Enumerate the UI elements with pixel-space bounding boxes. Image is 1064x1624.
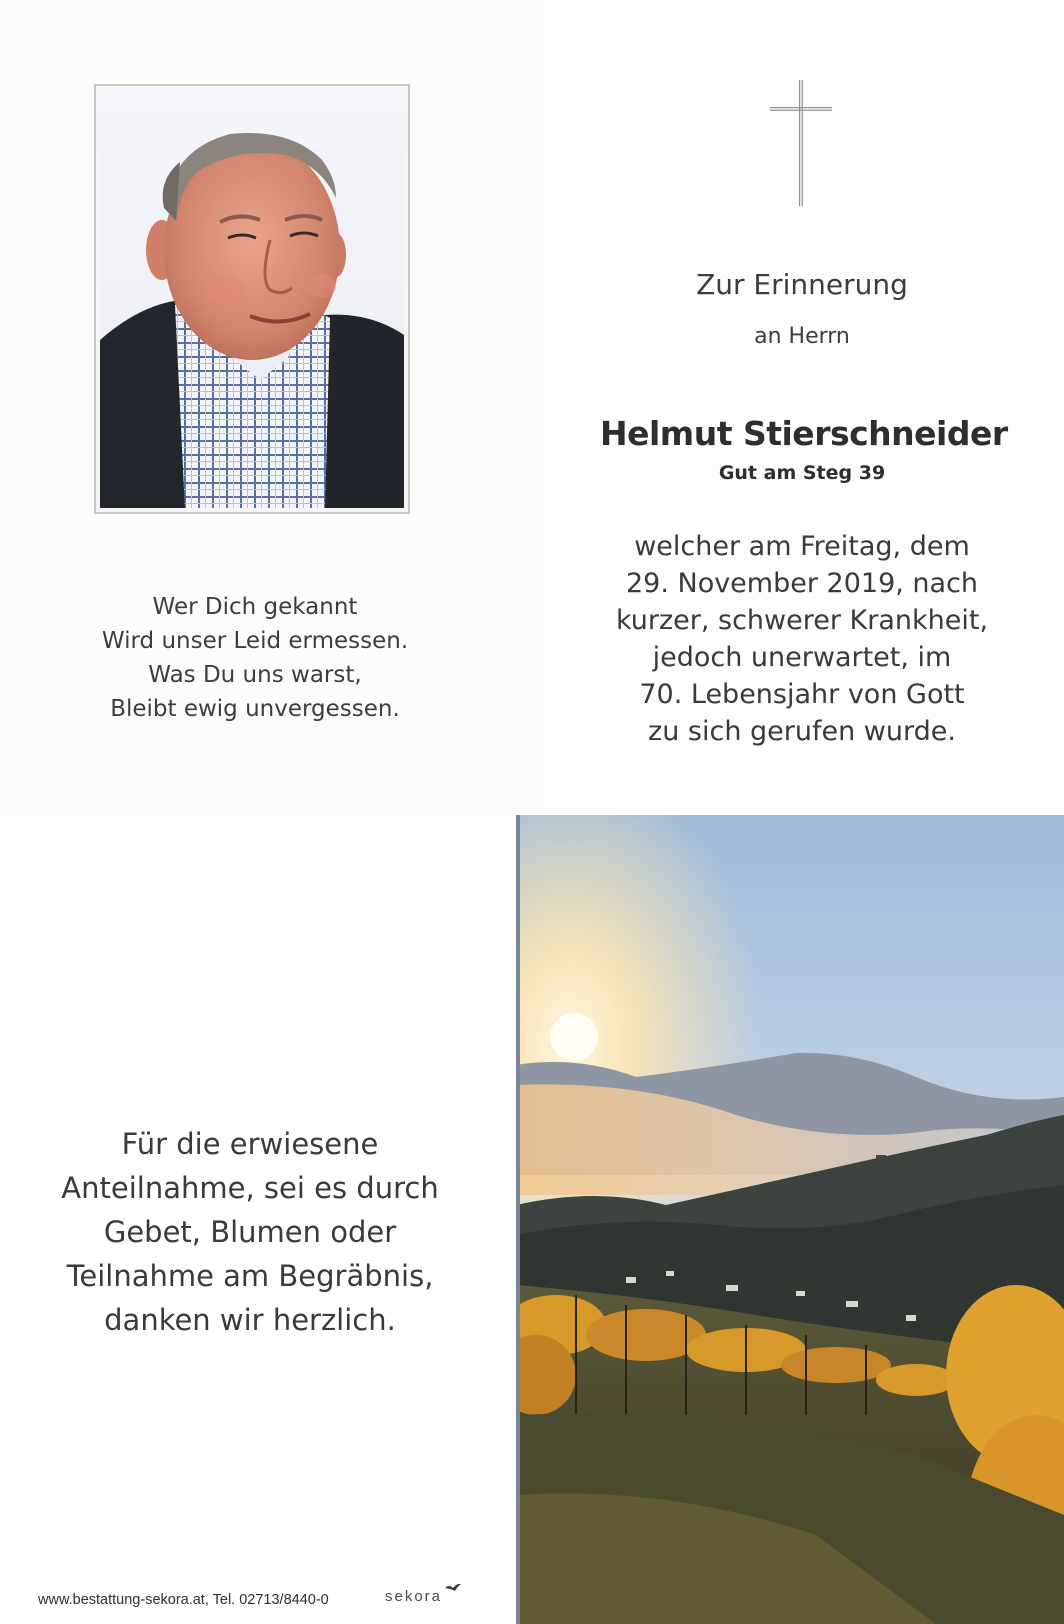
announcement-line: 70. Lebensjahr von Gott — [639, 679, 965, 710]
memorial-verse — [40, 590, 470, 726]
thanks-line: danken wir herzlich. — [104, 1303, 396, 1337]
announcement-line: zu sich gerufen wurde. — [648, 716, 956, 747]
thanks-text — [30, 1122, 470, 1342]
cross-icon — [770, 80, 832, 206]
thanks-line: Anteilnahme, sei es durch — [61, 1171, 439, 1205]
announcement-line: jedoch unerwartet, im — [652, 642, 952, 673]
portrait-photo — [94, 84, 410, 514]
heading-in-memory: Zur Erinnerung — [696, 268, 908, 301]
verse-line: Was Du uns warst, — [148, 662, 362, 688]
announcement-text — [600, 528, 1004, 750]
verse-line: Wird unser Leid ermessen. — [101, 628, 409, 654]
announcement-line: 29. November 2019, nach — [625, 568, 979, 599]
announcement-line: kurzer, schwerer Krankheit, — [615, 605, 989, 636]
vineyard-landscape-image — [516, 815, 1064, 1624]
subheading: an Herrn — [754, 324, 850, 349]
verse-line: Bleibt ewig unvergessen. — [110, 696, 400, 722]
thanks-line: Für die erwiesene — [121, 1127, 379, 1161]
portrait-illustration — [100, 90, 404, 508]
landscape-photo — [516, 815, 1064, 1624]
portrait-image — [100, 90, 404, 508]
thanks-line: Teilnahme am Begräbnis, — [66, 1259, 434, 1293]
bird-icon — [444, 1582, 462, 1594]
announcement-line: welcher am Freitag, dem — [634, 531, 970, 562]
footer-contact: www.bestattung-sekora.at, Tel. 02713/8440-0 — [38, 1592, 329, 1608]
deceased-address: Gut am Steg 39 — [718, 462, 886, 484]
thanks-line: Gebet, Blumen oder — [103, 1215, 397, 1249]
funeral-home-logo: sekora — [385, 1588, 443, 1605]
deceased-name: Helmut Stierschneider — [600, 414, 1008, 453]
verse-line: Wer Dich gekannt — [152, 594, 358, 620]
